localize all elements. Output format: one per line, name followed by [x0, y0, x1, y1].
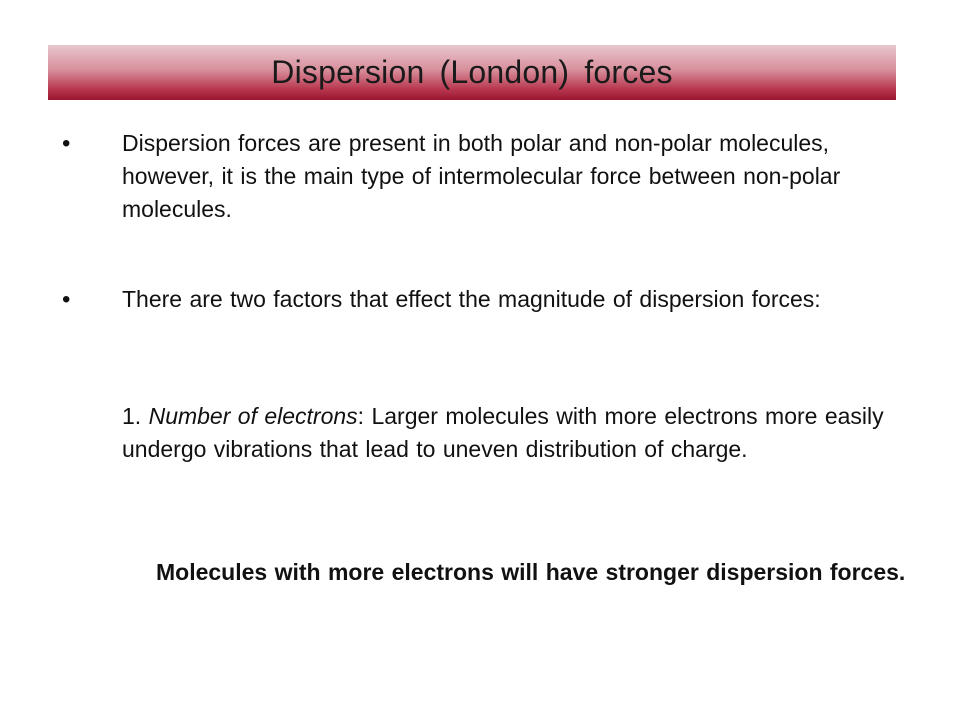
bullet-marker: •	[62, 286, 71, 313]
factor-separator: :	[357, 403, 365, 429]
bullet-text: Dispersion forces are present in both polar and non-polar molecules, however, it is the main type of intermolecular force between non-polar molecules.	[122, 130, 841, 222]
bullet-marker: •	[62, 130, 71, 157]
factor-paragraph	[122, 400, 922, 466]
slide-title: Dispersion (London) forces	[271, 54, 673, 90]
factor-text: Larger molecules with more electrons more easily undergo vibrations that lead to uneven distribution of charge.	[122, 403, 884, 462]
conclusion-text: Molecules with more electrons will have stronger dispersion forces.	[156, 559, 906, 585]
factor-term: Number of electrons	[148, 403, 358, 429]
factor-number: 1.	[122, 403, 142, 429]
bullet-text: There are two factors that effect the magnitude of dispersion forces:	[122, 286, 821, 312]
